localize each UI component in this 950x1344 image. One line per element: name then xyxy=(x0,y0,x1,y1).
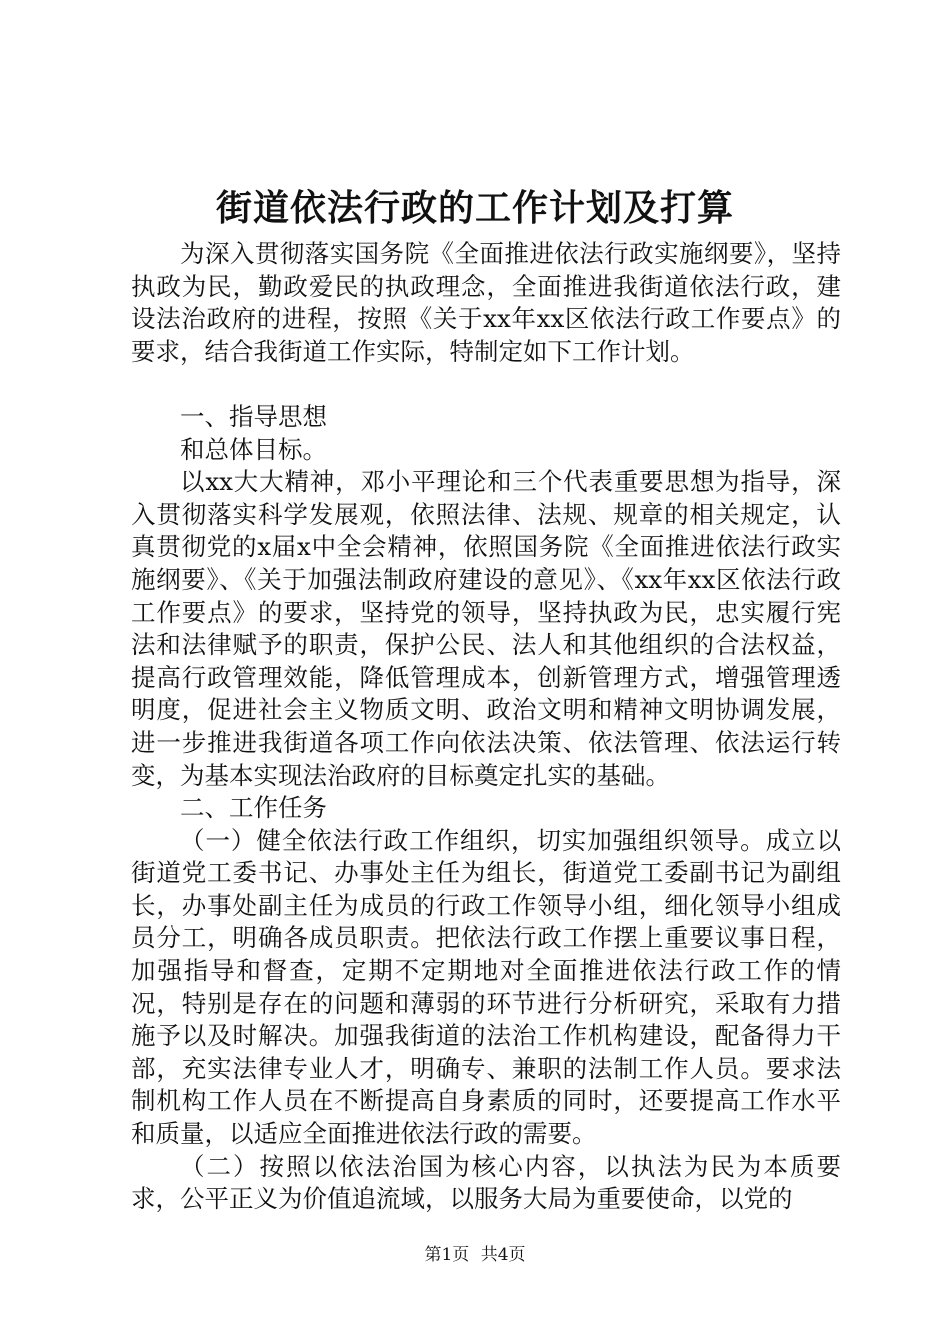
task-two-paragraph: （二）按照以依法治国为核心内容，以执法为民为本质要求，公平正义为价值追流域，以服务大局为重要使命，以党的 xyxy=(131,1151,841,1214)
task-one-paragraph: （一）健全依法行政工作组织，切实加强组织领导。成立以街道党工委书记、办事处主任为组长，街道党工委副书记为副组长，办事处副主任为成员的行政工作领导小组，细化领导小组成员分工，明确各成员职责。把依法行政工作摆上重要议事日程，加强指导和督查，定期不定期地对全面推进依法行政工作的情况，特别是存在的问题和薄弱的环节进行分析研究，采取有力措施予以及时解决。加强我街道的法治工作机构建设，配备得力干部，充实法律专业人才，明确专、兼职的法制工作人员。要求法制机构工作人员在不断提高自身素质的同时，还要提高工作水平和质量，以适应全面推进依法行政的需要。 xyxy=(131,825,841,1149)
page-number-footer: 第1页 共4页 xyxy=(424,1245,526,1265)
document-body xyxy=(131,238,841,1216)
document-title: 街道依法行政的工作计划及打算 xyxy=(215,187,734,229)
section-heading-guiding-thought: 一、指导思想 xyxy=(180,401,327,431)
section-heading-continuation: 和总体目标。 xyxy=(180,434,327,464)
section-heading-work-tasks: 二、工作任务 xyxy=(180,793,327,823)
intro-paragraph: 为深入贯彻落实国务院《全面推进依法行政实施纲要》，坚持执政为民，勤政爱民的执政理念，全面推进我街道依法行政，建设法治政府的进程，按照《关于xx年xx区依法行政工作要点》的要求，结合我街道工作实际，特制定如下工作计划。 xyxy=(131,239,841,366)
guiding-thought-paragraph: 以xx大大精神，邓小平理论和三个代表重要思想为指导，深入贯彻落实科学发展观，依照法律、法规、规章的相关规定，认真贯彻党的x届x中全会精神，依照国务院《全面推进依法行政实施纲要》、《关于加强法制政府建设的意见》、《xx年xx区依法行政工作要点》的要求，坚持党的领导，坚持执政为民，忠实履行宪法和法律赋予的职责，保护公民、法人和其他组织的合法权益，提高行政管理效能，降低管理成本，创新管理方式，增强管理透明度，促进社会主义物质文明、政治文明和精神文明协调发展，进一步推进我街道各项工作向依法决策、依法管理、依法运行转变，为基本实现法治政府的目标奠定扎实的基础。 xyxy=(131,467,841,790)
